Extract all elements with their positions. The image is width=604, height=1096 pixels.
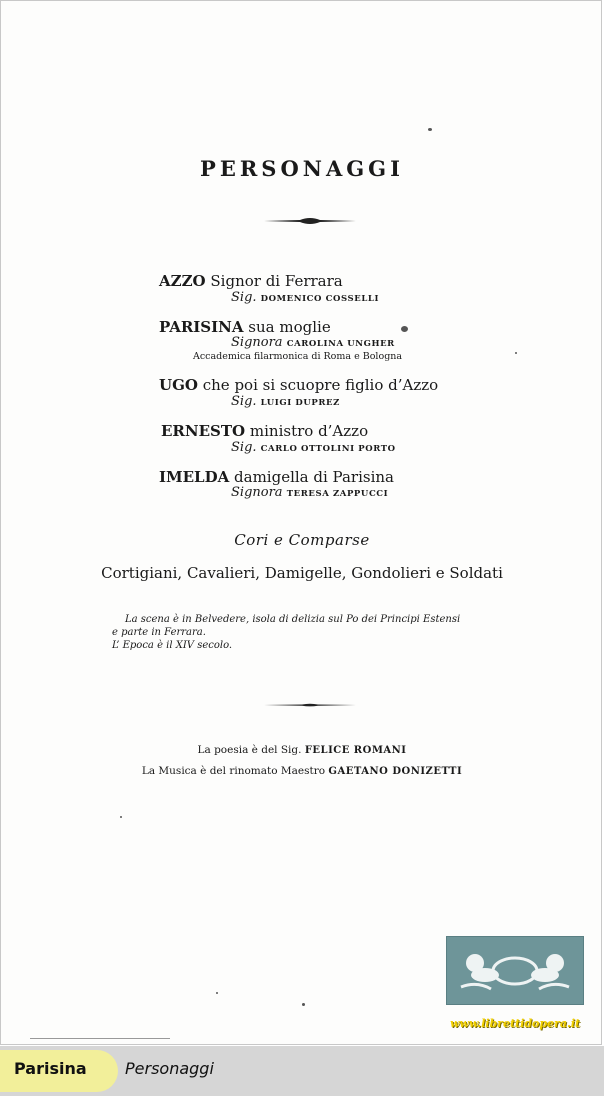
singer-parisina-note: Accademica filarmonica di Roma e Bologna [193, 351, 403, 362]
scena-line-1: La scena è in Belvedere, isola di delizia sul Po dei Principi Estensi [125, 614, 461, 625]
scena-line-2: e parte in Ferrara. [112, 627, 206, 638]
cherubs-wreath-icon [447, 937, 583, 1004]
cori-list: Cortigiani, Cavalieri, Damigelle, Gondolieri e Soldati [101, 564, 503, 582]
credit-poesia: La poesia è del Sig. FELICE ROMANI [197, 744, 407, 756]
ornament-divider-bottom [262, 700, 358, 710]
singer-imelda: Signora TERESA ZAPPUCCI [231, 485, 389, 500]
character-ernesto: ERNESTO ministro d’Azzo [161, 422, 369, 440]
singer-ernesto: Sig. CARLO OTTOLINI PORTO [231, 440, 396, 455]
publisher-logo [446, 936, 584, 1005]
singer-ugo: Sig. LUIGI DUPREZ [231, 394, 340, 409]
opera-title[interactable]: Parisina [14, 1059, 87, 1078]
section-name: Personaggi [125, 1059, 214, 1078]
site-url[interactable]: www.librettidopera.it [450, 1017, 581, 1030]
singer-parisina: Signora CAROLINA UNGHER [231, 335, 395, 350]
character-azzo: AZZO Signor di Ferrara [159, 272, 343, 290]
character-ugo: UGO che poi si scuopre figlio d’Azzo [159, 376, 439, 394]
character-imelda: IMELDA damigella di Parisina [159, 468, 394, 486]
scena-line-3: L’ Epoca è il XIV secolo. [112, 640, 233, 651]
credit-musica: La Musica è del rinomato Maestro GAETANO DONIZETTI [141, 765, 463, 777]
page-title: PERSONAGGI [200, 156, 404, 181]
ornament-divider-top [262, 214, 358, 228]
singer-azzo: Sig. DOMENICO COSSELLI [231, 290, 380, 305]
cori-heading: Cori e Comparse [234, 531, 370, 549]
character-parisina: PARISINA sua moglie [159, 318, 331, 336]
